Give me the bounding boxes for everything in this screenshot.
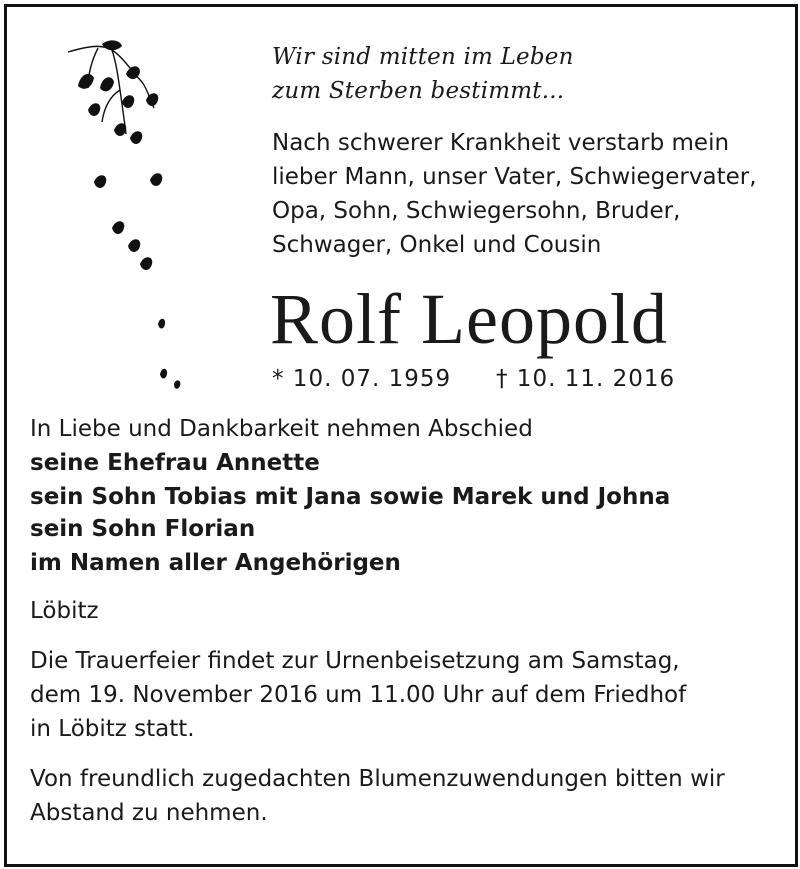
leaf-icons [78,40,180,388]
flowers-line-2: Abstand zu nehmen. [30,800,268,826]
motto-line-1: Wir sind mitten im Leben [272,44,574,70]
birth-date: * 10. 07. 1959 [272,366,452,392]
mourner-line-4: im Namen aller Angehörigen [30,550,401,576]
mourners-intro: In Liebe und Dankbarkeit nehmen Abschied [30,416,533,442]
motto-line-2: zum Sterben bestimmt... [272,78,565,104]
leaf-branch-illustration [58,38,198,398]
intro-line-3: Opa, Sohn, Schwiegersohn, Bruder, [272,198,681,224]
flowers-line-1: Von freundlich zugedachten Blumenzuwendungen bitten wir [30,766,725,792]
mourner-line-1: seine Ehefrau Annette [30,450,320,476]
ceremony-line-2: dem 19. November 2016 um 11.00 Uhr auf dem Friedhof [30,682,687,708]
mourner-line-3: sein Sohn Florian [30,516,256,542]
ceremony-line-1: Die Trauerfeier findet zur Urnenbeisetzung am Samstag, [30,648,680,674]
ceremony-line-3: in Löbitz statt. [30,716,195,742]
intro-line-1: Nach schwerer Krankheit verstarb mein [272,130,730,156]
intro-line-2: lieber Mann, unser Vater, Schwiegervater, [272,164,757,190]
branch-icon [68,46,154,134]
death-date: † 10. 11. 2016 [496,366,676,392]
mourner-line-2: sein Sohn Tobias mit Jana sowie Marek und Johna [30,484,671,510]
place: Löbitz [30,598,99,624]
deceased-name: Rolf Leopold [270,279,668,359]
intro-line-4: Schwager, Onkel und Cousin [272,232,602,258]
